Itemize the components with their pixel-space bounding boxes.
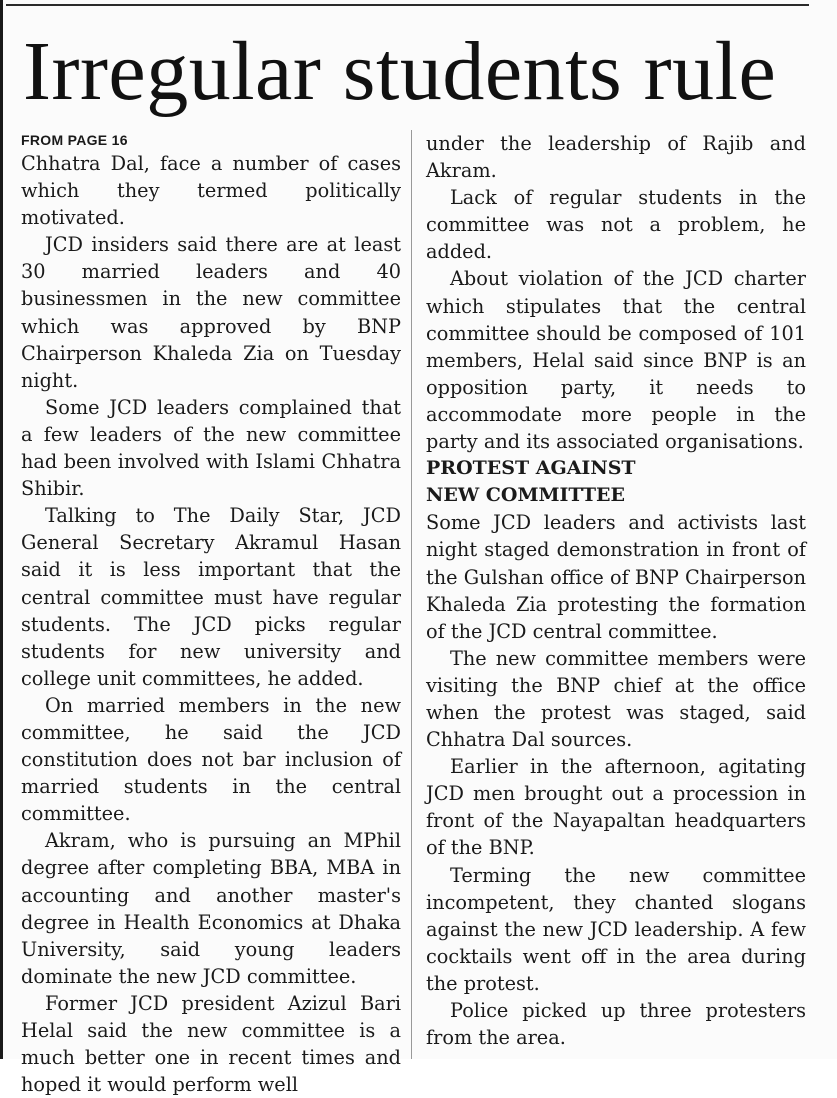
right-column xyxy=(426,130,806,1051)
paragraph: Lack of regular students in the committee was not a problem, he added. xyxy=(426,186,806,264)
top-rule xyxy=(6,4,809,6)
subhead-line-2: NEW COMMITTEE xyxy=(426,484,625,507)
paragraph: About violation of the JCD charter which stipulates that the central committee should be composed of 101 members, Helal said since BNP is an opposition party, it needs to accommodate more people in the party and its associated organisations. xyxy=(426,267,806,454)
paragraph: Terming the new committee incompetent, they chanted slogans against the new JCD leadership. A few cocktails went off in the area during the protest. xyxy=(426,863,806,995)
paragraph: On married members in the new committee, he said the JCD constitution does not bar inclusion of married students in the central committee. xyxy=(21,693,401,826)
subhead-line-1: PROTEST AGAINST xyxy=(426,457,636,480)
paragraph: Police picked up three protesters from the area. xyxy=(426,999,806,1050)
paragraph: Some JCD leaders complained that a few leaders of the new committee had been involved with Islami Chhatra Shibir. xyxy=(21,395,401,501)
left-column xyxy=(21,130,401,1098)
paragraph: Chhatra Dal, face a number of cases which they termed politically motivated. xyxy=(21,152,401,230)
paragraph: The new committee members were visiting the BNP chief at the office when the protest was staged, said Chhatra Dal sources. xyxy=(426,646,806,752)
paragraph: Former JCD president Azizul Bari Helal said the new committee is a much better one in recent times and hoped it would perform well xyxy=(21,991,401,1097)
column-divider xyxy=(411,130,412,1059)
paragraph: JCD insiders said there are at least 30 married leaders and 40 businessmen in the new committee which was approved by BNP Chairperson Khaleda Zia on Tuesday night. xyxy=(21,233,401,392)
paragraph: Talking to The Daily Star, JCD General Secretary Akramul Hasan said it is less important that the central committee must have regular students. The JCD picks regular students for new university and college unit committees, he added. xyxy=(21,504,401,690)
paragraph: Akram, who is pursuing an MPhil degree after completing BBA, MBA in accounting and another master's degree in Health Economics at Dhaka University, said young leaders dominate the new JCD committee. xyxy=(21,829,401,988)
headline: Irregular students rule xyxy=(23,25,777,118)
paragraph: Earlier in the afternoon, agitating JCD men brought out a procession in front of the Nayapaltan headquarters of the BNP. xyxy=(426,755,806,860)
paragraph: Some JCD leaders and activists last night staged demonstration in front of the Gulshan office of BNP Chairperson Khaleda Zia protesting the formation of the JCD central committee. xyxy=(426,511,806,643)
paragraph: under the leadership of Rajib and Akram. xyxy=(426,132,806,183)
jump-line: FROM PAGE 16 xyxy=(21,132,128,148)
